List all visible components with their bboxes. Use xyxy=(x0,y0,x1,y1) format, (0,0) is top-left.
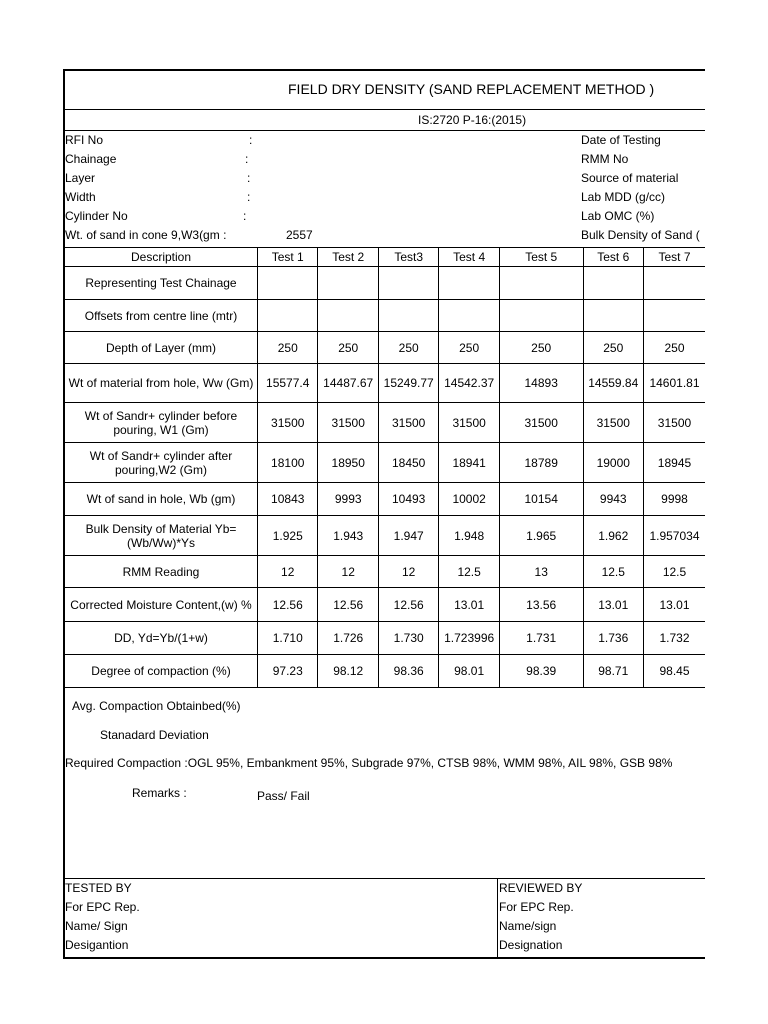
row-value-test-7: 31500 xyxy=(643,403,705,443)
row-description: Wt of sand in hole, Wb (gm) xyxy=(65,483,258,516)
row-description: Wt of material from hole, Ww (Gm) xyxy=(65,364,258,403)
row-value-test-3: 250 xyxy=(378,332,438,364)
field-dry-density-sheet xyxy=(63,69,705,959)
row-value-test-7: 9998 xyxy=(643,483,705,516)
info-colon: : xyxy=(243,209,247,223)
reviewed-designation-label: Designation xyxy=(499,938,563,952)
signoff-divider xyxy=(497,879,498,957)
row-description: Depth of Layer (mm) xyxy=(65,332,258,364)
row-value-test-1 xyxy=(258,267,318,300)
row-value-test-2: 14487.67 xyxy=(318,364,378,403)
row-value-test-5: 1.731 xyxy=(499,622,583,655)
header-test-7: Test 7 xyxy=(643,248,705,267)
row-value-test-4: 31500 xyxy=(439,403,499,443)
row-description: RMM Reading xyxy=(65,556,258,588)
row-value-test-2: 12 xyxy=(318,556,378,588)
row-value-test-5: 14893 xyxy=(499,364,583,403)
row-value-test-2: 12.56 xyxy=(318,588,378,622)
row-value-test-1: 18100 xyxy=(258,443,318,483)
row-value-test-1: 31500 xyxy=(258,403,318,443)
row-value-test-3: 31500 xyxy=(378,403,438,443)
row-value-test-7: 1.732 xyxy=(643,622,705,655)
std-deviation-label: Stanadard Deviation xyxy=(100,728,209,742)
row-value-test-6: 14559.84 xyxy=(583,364,643,403)
standard-reference: IS:2720 P-16:(2015) xyxy=(418,113,527,127)
row-value-test-7: 1.957034 xyxy=(643,516,705,556)
row-value-test-2: 9993 xyxy=(318,483,378,516)
table-row xyxy=(65,516,705,556)
table-row xyxy=(65,300,705,332)
row-value-test-7: 14601.81 xyxy=(643,364,705,403)
row-value-test-6: 12.5 xyxy=(583,556,643,588)
info-label-cone-sand: Wt. of sand in cone 9,W3(gm : xyxy=(65,228,227,242)
info-label-width: Width xyxy=(65,190,96,204)
info-block xyxy=(65,131,705,247)
table-row xyxy=(65,622,705,655)
row-value-test-6 xyxy=(583,267,643,300)
header-test-1: Test 1 xyxy=(258,248,318,267)
row-value-test-7: 12.5 xyxy=(643,556,705,588)
header-test-2: Test 2 xyxy=(318,248,378,267)
row-value-test-5: 13.56 xyxy=(499,588,583,622)
tested-name-label: Name/ Sign xyxy=(65,919,128,933)
row-value-test-1: 250 xyxy=(258,332,318,364)
row-value-test-3 xyxy=(378,267,438,300)
row-value-test-5: 1.965 xyxy=(499,516,583,556)
avg-compaction-label: Avg. Compaction Obtainbed(%) xyxy=(72,699,241,713)
row-value-test-7 xyxy=(643,267,705,300)
row-value-test-5: 98.39 xyxy=(499,655,583,688)
row-description: DD, Yd=Yb/(1+w) xyxy=(65,622,258,655)
reviewed-name-label: Name/sign xyxy=(499,919,557,933)
row-value-test-5 xyxy=(499,300,583,332)
row-value-test-2: 98.12 xyxy=(318,655,378,688)
info-colon: : xyxy=(247,171,251,185)
row-value-test-1: 1.710 xyxy=(258,622,318,655)
row-value-test-6: 250 xyxy=(583,332,643,364)
row-value-test-2 xyxy=(318,300,378,332)
remarks-label: Remarks : xyxy=(132,786,187,800)
row-value-test-6: 9943 xyxy=(583,483,643,516)
summary-block xyxy=(65,688,705,878)
row-value-test-6: 98.71 xyxy=(583,655,643,688)
row-value-test-2 xyxy=(318,267,378,300)
reviewed-by-label: REVIEWED BY xyxy=(499,881,583,895)
row-value-test-3: 1.947 xyxy=(378,516,438,556)
info-label-rmm: RMM No xyxy=(581,152,629,166)
table-row xyxy=(65,443,705,483)
info-label-source: Source of material xyxy=(581,171,679,185)
row-value-test-6 xyxy=(583,300,643,332)
info-label-omc: Lab OMC (%) xyxy=(581,209,655,223)
tested-designation-label: Desigantion xyxy=(65,938,129,952)
row-value-test-7: 250 xyxy=(643,332,705,364)
row-value-test-1: 1.925 xyxy=(258,516,318,556)
row-description: Corrected Moisture Content,(w) % xyxy=(65,588,258,622)
row-value-test-1: 97.23 xyxy=(258,655,318,688)
reviewed-epc-label: For EPC Rep. xyxy=(499,900,574,914)
table-row xyxy=(65,483,705,516)
row-value-test-5: 13 xyxy=(499,556,583,588)
table-row xyxy=(65,655,705,688)
info-label-rfi: RFI No xyxy=(65,133,104,147)
table-row xyxy=(65,588,705,622)
tested-by-label: TESTED BY xyxy=(65,881,132,895)
row-value-test-5: 250 xyxy=(499,332,583,364)
row-value-test-4: 1.948 xyxy=(439,516,499,556)
row-description: Offsets from centre line (mtr) xyxy=(65,300,258,332)
row-value-test-3: 12.56 xyxy=(378,588,438,622)
row-value-test-6: 1.962 xyxy=(583,516,643,556)
row-value-test-5: 18789 xyxy=(499,443,583,483)
tested-epc-label: For EPC Rep. xyxy=(65,900,140,914)
row-value-test-5: 10154 xyxy=(499,483,583,516)
row-value-test-2: 1.943 xyxy=(318,516,378,556)
row-value-test-6: 19000 xyxy=(583,443,643,483)
required-compaction: Required Compaction :OGL 95%, Embankment 95%, Subgrade 97%, CTSB 98%, WMM 98%, AIL 98%, GSB 98% xyxy=(65,756,673,770)
row-value-test-1 xyxy=(258,300,318,332)
row-value-test-4 xyxy=(439,267,499,300)
row-value-test-7 xyxy=(643,300,705,332)
sheet-title: FIELD DRY DENSITY (SAND REPLACEMENT METHOD ) xyxy=(288,81,655,97)
row-value-test-4 xyxy=(439,300,499,332)
row-value-test-1: 15577.4 xyxy=(258,364,318,403)
info-colon: : xyxy=(247,190,251,204)
info-label-bulk-sand: Bulk Density of Sand ( xyxy=(581,228,700,242)
row-value-test-6: 1.736 xyxy=(583,622,643,655)
header-description: Description xyxy=(65,248,258,267)
test-results-table xyxy=(65,247,705,688)
row-value-test-4: 12.5 xyxy=(439,556,499,588)
header-test-3: Test3 xyxy=(378,248,438,267)
row-value-test-2: 31500 xyxy=(318,403,378,443)
info-label-cylinder: Cylinder No xyxy=(65,209,128,223)
row-description: Wt of Sandr+ cylinder before pouring, W1 (Gm) xyxy=(65,403,258,443)
row-value-test-6: 13.01 xyxy=(583,588,643,622)
row-value-test-4: 10002 xyxy=(439,483,499,516)
row-value-test-3: 12 xyxy=(378,556,438,588)
title-row xyxy=(65,71,705,110)
row-value-test-4: 14542.37 xyxy=(439,364,499,403)
row-value-test-7: 98.45 xyxy=(643,655,705,688)
header-test-5: Test 5 xyxy=(499,248,583,267)
row-description: Representing Test Chainage xyxy=(65,267,258,300)
row-value-test-2: 18950 xyxy=(318,443,378,483)
info-value-cone-sand: 2557 xyxy=(286,228,313,242)
table-header-row xyxy=(65,248,705,267)
row-value-test-4: 1.723996 xyxy=(439,622,499,655)
row-description: Degree of compaction (%) xyxy=(65,655,258,688)
info-colon: : xyxy=(245,152,249,166)
info-label-layer: Layer xyxy=(65,171,96,185)
row-value-test-3: 15249.77 xyxy=(378,364,438,403)
row-value-test-3: 18450 xyxy=(378,443,438,483)
row-value-test-3: 98.36 xyxy=(378,655,438,688)
info-label-mdd: Lab MDD (g/cc) xyxy=(581,190,666,204)
table-row xyxy=(65,364,705,403)
info-label-date: Date of Testing xyxy=(581,133,661,147)
row-value-test-3: 1.730 xyxy=(378,622,438,655)
row-description: Wt of Sandr+ cylinder after pouring,W2 (Gm) xyxy=(65,443,258,483)
row-value-test-1: 12 xyxy=(258,556,318,588)
row-value-test-1: 12.56 xyxy=(258,588,318,622)
standard-row xyxy=(65,110,705,131)
row-value-test-4: 250 xyxy=(439,332,499,364)
row-value-test-1: 10843 xyxy=(258,483,318,516)
row-value-test-4: 98.01 xyxy=(439,655,499,688)
remarks-value: Pass/ Fail xyxy=(257,789,310,803)
table-row xyxy=(65,267,705,300)
row-value-test-3 xyxy=(378,300,438,332)
table-row xyxy=(65,556,705,588)
row-value-test-4: 13.01 xyxy=(439,588,499,622)
row-value-test-2: 250 xyxy=(318,332,378,364)
row-value-test-4: 18941 xyxy=(439,443,499,483)
row-value-test-6: 31500 xyxy=(583,403,643,443)
row-value-test-3: 10493 xyxy=(378,483,438,516)
header-test-4: Test 4 xyxy=(439,248,499,267)
row-value-test-7: 18945 xyxy=(643,443,705,483)
signoff-block xyxy=(65,878,705,959)
row-value-test-5 xyxy=(499,267,583,300)
info-colon: : xyxy=(249,133,253,147)
header-test-6: Test 6 xyxy=(583,248,643,267)
info-label-chainage: Chainage xyxy=(65,152,117,166)
table-row xyxy=(65,403,705,443)
row-value-test-7: 13.01 xyxy=(643,588,705,622)
row-value-test-5: 31500 xyxy=(499,403,583,443)
row-value-test-2: 1.726 xyxy=(318,622,378,655)
table-row xyxy=(65,332,705,364)
row-description: Bulk Density of Material Yb=(Wb/Ww)*Ys xyxy=(65,516,258,556)
